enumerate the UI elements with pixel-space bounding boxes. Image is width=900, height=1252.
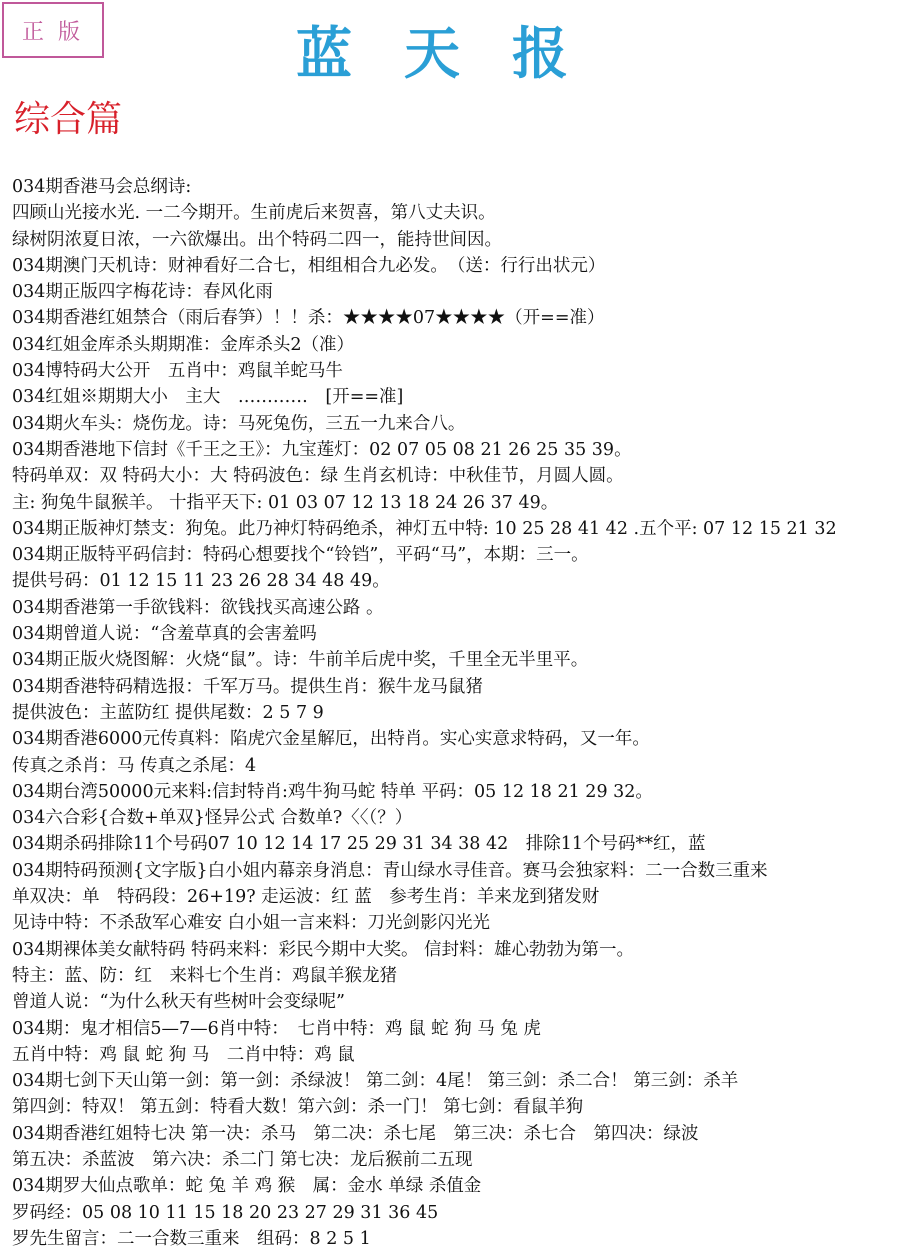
text-line: 034六合彩{合数+单双}怪异公式 合数单?〈〈（？） [12,808,413,829]
text-line: 034期杀码排除11个号码07 10 12 14 17 25 29 31 34 38 42 排除11个号码**红，蓝 [12,834,706,855]
text-line: 罗码经：05 08 10 11 15 18 20 23 27 29 31 36 45 [12,1202,439,1223]
text-line: 034期台湾50000元来料:信封特肖:鸡牛狗马蛇 特单 平码：05 12 18 21 29 32。 [12,781,653,802]
text-line: 034期正版火烧图解：火烧“鼠”。诗：牛前羊后虎中奖，千里全无半里平。 [12,650,589,671]
text-line: 034期火车头：烧伤龙。诗：马死兔伤，三五一九来合八。 [12,413,466,434]
text-line: 034红姐金库杀头期期准：金库杀头2（准） [12,334,355,355]
text-line: 提供号码：01 12 15 11 23 26 28 34 48 49。 [12,571,390,592]
text-line: 034期香港红姐特七决 第一决：杀马 第二决：杀七尾 第三决：杀七合 第四决：绿波 [12,1123,699,1144]
text-line: 034期香港马会总纲诗: [12,177,192,197]
text-line: 罗先生留言：二一合数三重来 组码：8 2 5 1 [12,1228,371,1249]
text-line: 绿树阴浓夏日浓，一六欲爆出。出个特码二四一，能持世间因。 [12,229,502,250]
text-line: 见诗中特：不杀敌军心难安 白小姐一言来料：刀光剑影闪光光 [12,913,491,934]
text-line: 034期香港6000元传真料：陷虎穴金星解厄，出特肖。实心实意求特码，又一年。 [12,729,650,750]
text-line: 034期香港特码精选报：千军万马。提供生肖：猴牛龙马鼠猪 [12,676,483,697]
page-title: 蓝天报 [296,21,620,87]
text-line: 主: 狗兔牛鼠猴羊。 十指平天下: 01 03 07 12 13 18 24 26 37 49。 [12,492,559,513]
text-line: 曾道人说：“为什么秋天有些树叶会变绿呢” [12,992,345,1013]
text-line: 034期特码预测{文字版}白小姐内幕亲身消息：青山绿水寻佳音。赛马会独家料：二一合数三重来 [12,860,768,881]
text-line: 五肖中特：鸡 鼠 蛇 狗 马 二肖中特：鸡 鼠 [12,1044,355,1065]
text-line: 034期香港地下信封《千王之王》：九宝莲灯：02 07 05 08 21 26 25 35 39。 [12,439,632,460]
text-line: 034期澳门天机诗：财神看好二合七，相组相合九必发。 （送：行行出状元） [12,255,606,276]
text-line: 四顾山光接水光. 一二今期开。生前虎后来贺喜，第八丈夫识。 [12,203,496,224]
text-line: 第四剑：特双！ 第五剑：特看大数！第六剑：杀一门！ 第七剑：看鼠羊狗 [12,1097,584,1118]
text-line: 034期罗大仙点歌单：蛇 兔 羊 鸡 猴 属：金水 单绿 杀值金 [12,1176,482,1197]
text-line: 034期正版四字梅花诗：春风化雨 [12,282,273,303]
text-line: 034期正版特平码信封：特码心想要找个“铃铛”，平码“马”，本期：三一。 [12,545,589,566]
text-line: 034红姐※期期大小 主大 ………… [开==准] [12,387,404,408]
text-line: 第五决：杀蓝波 第六决：杀二门 第七决：龙后猴前二五现 [12,1149,473,1170]
content-lines [12,174,896,1252]
text-line: 034期曾道人说：“含羞草真的会害羞吗 [12,624,317,645]
text-line: 034博特码大公开 五肖中：鸡鼠羊蛇马牛 [12,361,343,382]
text-line: 特主：蓝、防：红 来料七个生肖：鸡鼠羊猴龙猪 [12,965,397,986]
text-line: 单双决：单 特码段：26+19? 走运波：红 蓝 参考生肖：羊来龙到猪发财 [12,887,600,908]
text-line: 提供波色：主蓝防红 提供尾数：2 5 7 9 [12,702,324,723]
text-line: 特码单双：双 特码大小：大 特码波色：绿 生肖玄机诗：中秋佳节，月圆人圆。 [12,466,624,487]
section-heading: 综合篇 [14,99,123,140]
text-line: 034期七剑下天山第一剑：第一剑：杀绿波！ 第二剑：4尾！ 第三剑：杀二合！ 第三剑：杀羊 [12,1071,739,1092]
genuine-badge: 正版 [2,2,104,58]
text-line: 传真之杀肖：马 传真之杀尾：4 [12,755,257,776]
text-line: 034期香港红姐禁合（雨后春笋）！！杀：★★★★07★★★★（开==准） [12,308,605,329]
text-line: 034期：鬼才相信5—7—6肖中特： 七肖中特：鸡 鼠 蛇 狗 马 兔 虎 [12,1018,541,1039]
text-line: 034期正版神灯禁支：狗兔。此乃神灯特码绝杀，神灯五中特: 10 25 28 41 42 .五个平: 07 12 15 21 32 [12,518,837,539]
text-line: 034期裸体美女献特码 特码来料：彩民今期中大奖。 信封料：雄心勃勃为第一。 [12,939,635,960]
text-line: 034期香港第一手欲钱料：欲钱找买高速公路 。 [12,597,384,618]
